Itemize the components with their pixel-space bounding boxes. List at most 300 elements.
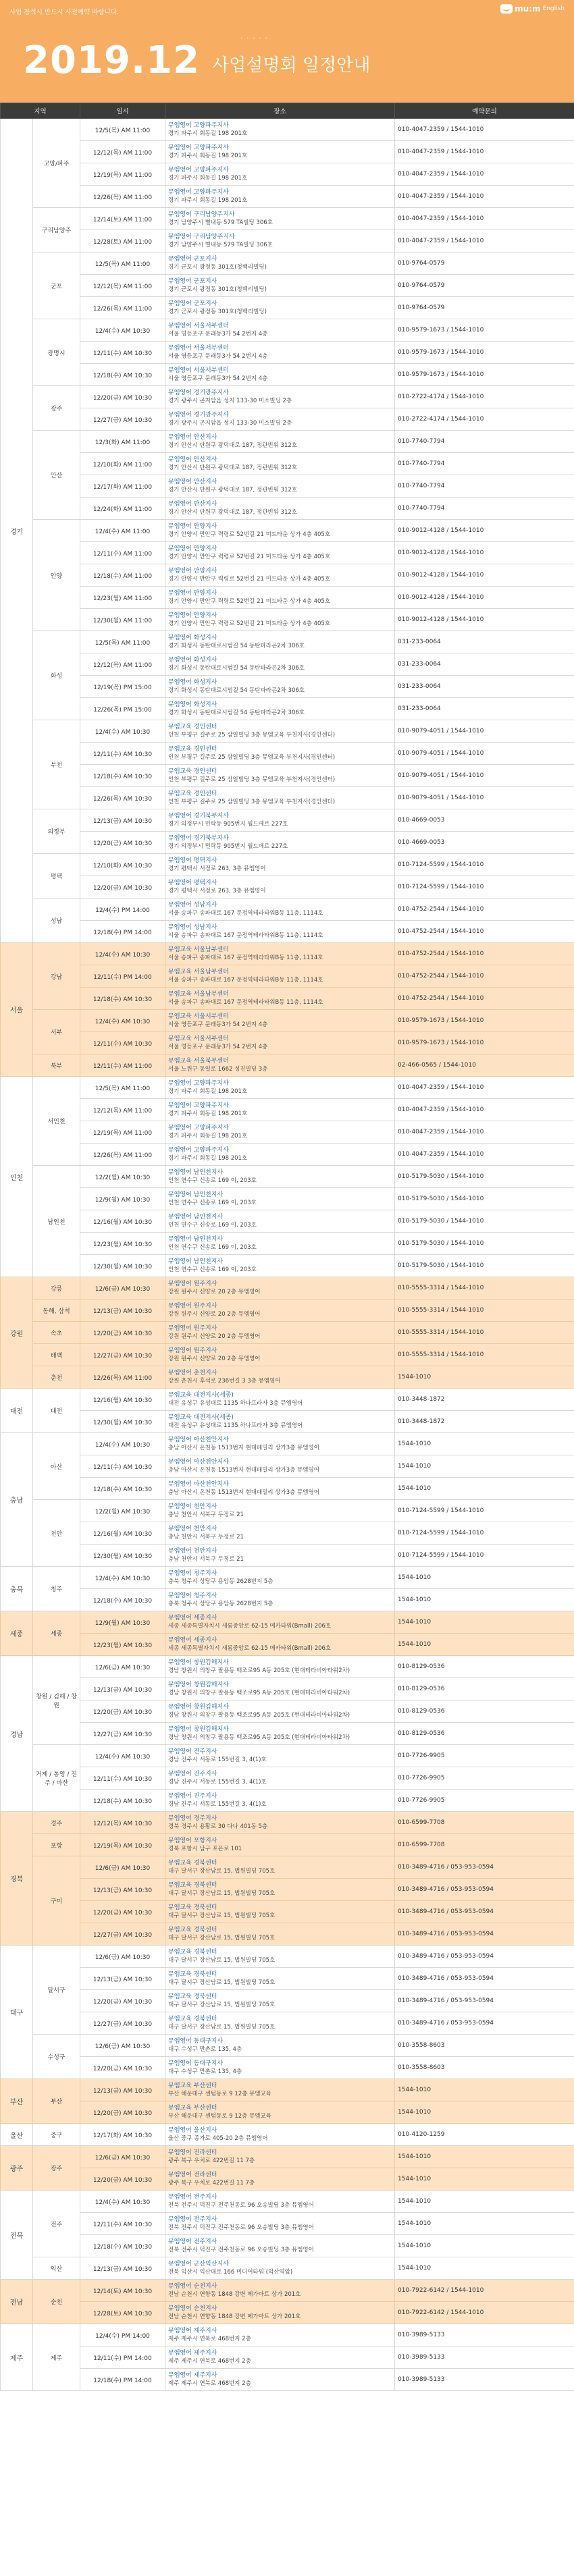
datetime-cell: 12/13(금) AM 10:30: [80, 809, 165, 832]
datetime-cell: 12/23(월) AM 11:00: [80, 587, 165, 609]
table-row: [1, 386, 574, 408]
place-address: 대구 달서구 장산남로 15, 법원빌딩 705호: [168, 2002, 276, 2008]
place-name: 뮤엠영어 서울서부센터: [168, 367, 229, 374]
place-name: 뮤엠영어 구리남양주지사: [168, 234, 235, 240]
datetime-cell: 12/18(수) PM 14:00: [80, 921, 165, 943]
place-cell: [165, 1210, 395, 1233]
place-address: 경기 파주시 회동길 198 201호: [168, 153, 248, 159]
place-name: 뮤엠영어 전라센터: [168, 2149, 217, 2156]
place-name: 뮤엠영어 진주지사: [168, 1748, 217, 1755]
place-cell: [165, 1923, 395, 1946]
datetime-cell: 12/13(금) AM 10:30: [80, 1879, 165, 1901]
table-row: [1, 342, 574, 364]
place-address: 충북 청주시 상당구 용암동 2628번지 5층: [168, 1601, 273, 1607]
place-cell: [165, 1144, 395, 1166]
place-name: 뮤엠영어 화성지사: [168, 657, 217, 664]
place-name: 뮤엠영어 안양지사: [168, 612, 217, 619]
subregion-cell: 포항: [33, 1834, 80, 1856]
place-cell: [165, 698, 395, 720]
contact-cell: 010-4047-2359 / 1544-1010: [395, 1144, 574, 1166]
place-name: 뮤엠교육 대전지사(세종): [168, 1414, 234, 1421]
place-cell: [165, 2302, 395, 2324]
datetime-cell: 12/26(목) AM 11:00: [80, 297, 165, 319]
table-row: [1, 1010, 574, 1032]
place-name: 뮤엠영어 창원김해지사: [168, 1659, 229, 1666]
place-address: 경기 안양시 만안구 력령로 52번길 21 미드타운 상가 4층 405호: [168, 620, 331, 627]
contact-cell: 010-9012-4128 / 1544-1010: [395, 520, 574, 542]
table-row: [1, 1834, 574, 1856]
place-cell: [165, 275, 395, 297]
place-cell: [165, 832, 395, 854]
datetime-cell: 12/11(수) PM 14:00: [80, 965, 165, 988]
place-name: 뮤엠영어 청주지사: [168, 1570, 217, 1577]
place-address: 전남 순천시 연향동 1848 강변 메가마트 상가 201호: [168, 2291, 301, 2298]
table-row: [1, 1678, 574, 1700]
contact-cell: 1544-1010: [395, 2257, 574, 2280]
place-name: 뮤엠영어 고양파주지사: [168, 189, 229, 196]
contact-cell: 010-5179-5030 / 1544-1010: [395, 1255, 574, 1277]
contact-cell: 010-8129-0536: [395, 1723, 574, 1745]
datetime-cell: 12/13(금) AM 10:30: [80, 2257, 165, 2280]
subregion-cell: 구리남양주: [33, 208, 80, 252]
region-cell: 전북: [1, 2191, 33, 2280]
region-group: [1, 1277, 574, 1389]
place-name: 뮤엠영어 아산천안지사: [168, 1459, 229, 1466]
datetime-cell: 12/30(월) AM 11:00: [80, 609, 165, 631]
datetime-cell: 12/17(화) AM 11:00: [80, 475, 165, 498]
place-name: 뮤엠교육 서울남부센터: [168, 991, 229, 998]
place-name: 뮤엠교육 경북센터: [168, 1882, 217, 1889]
table-row: [1, 1968, 574, 1990]
place-address: 인천 연수구 신송로 169 이, 203호: [168, 1177, 257, 1184]
place-name: 뮤엠영어 청주지사: [168, 1592, 217, 1599]
subregion-cell: 아산: [33, 1433, 80, 1500]
place-address: 경기 화성시 동탄대로시범길 54 동탄파라곤2차 306호: [168, 665, 305, 672]
contact-cell: 010-9579-1673 / 1544-1010: [395, 319, 574, 342]
table-row: [1, 275, 574, 297]
place-name: 뮤엠교육 경북센터: [168, 1927, 217, 1933]
table-row: [1, 1611, 574, 1634]
table-row: [1, 1210, 574, 1233]
datetime-cell: 12/26(목) AM 11:00: [80, 186, 165, 208]
table-row: [1, 119, 574, 141]
region-cell: 경남: [1, 1656, 33, 1812]
contact-cell: 010-3448-1872: [395, 1389, 574, 1411]
place-address: 대구 달서구 장산남로 15, 법원빌딩 705호: [168, 1979, 276, 1986]
region-group: [1, 1433, 574, 1567]
place-cell: [165, 2257, 395, 2280]
place-address: 제주 제주시 연북로 468번지 2층: [168, 2380, 251, 2387]
region-group: [1, 1077, 574, 1277]
region-cell: 충남: [1, 1433, 33, 1567]
subregion-cell: 서인천: [33, 1077, 80, 1166]
table-row: [1, 364, 574, 386]
region-cell: 광주: [1, 2146, 33, 2191]
place-address: 경기 파주시 회동길 198 201호: [168, 1155, 248, 1162]
place-address: 경남 진주시 서동로 155번길 3, 4(1)호: [168, 1779, 267, 1786]
place-cell: [165, 2146, 395, 2168]
place-cell: [165, 342, 395, 364]
datetime-cell: 12/26(목) AM 11:00: [80, 1144, 165, 1166]
place-cell: [165, 564, 395, 587]
table-row: [1, 921, 574, 943]
datetime-cell: 12/27(금) AM 10:30: [80, 408, 165, 431]
subregion-cell: 북부: [33, 1054, 80, 1077]
contact-cell: 010-7124-5599 / 1544-1010: [395, 876, 574, 898]
place-address: 경기 파주시 회동길 198 201호: [168, 1088, 248, 1095]
table-row: [1, 1322, 574, 1344]
place-address: 인천 연수구 신송로 169 이, 203호: [168, 1244, 257, 1251]
place-address: 대구 달서구 장산남로 15, 법원빌딩 705호: [168, 1868, 276, 1875]
place-cell: [165, 297, 395, 319]
contact-cell: 1544-1010: [395, 1478, 574, 1500]
subregion-cell: 대전: [33, 1389, 80, 1433]
place-name: 뮤엠영어 안양지사: [168, 590, 217, 597]
contact-cell: 010-3989-5133: [395, 2346, 574, 2369]
table-row: [1, 832, 574, 854]
place-cell: [165, 2369, 395, 2391]
subregion-cell: 태백: [33, 1344, 80, 1366]
table-row: [1, 1901, 574, 1923]
place-name: 뮤엠영어 안산지사: [168, 456, 217, 463]
place-cell: [165, 364, 395, 386]
datetime-cell: 12/4(수) AM 10:30: [80, 1433, 165, 1455]
place-address: 서울 영등포구 문래동3가 54 2번지 4층: [168, 1021, 268, 1028]
datetime-cell: 12/2(월) AM 10:30: [80, 1500, 165, 1522]
place-address: 인천 연수구 신송로 169 이, 203호: [168, 1200, 257, 1206]
place-cell: [165, 1968, 395, 1990]
place-name: 뮤엠영어 천안지사: [168, 1548, 217, 1555]
table-row: [1, 2302, 574, 2324]
contact-cell: 010-4047-2359 / 1544-1010: [395, 119, 574, 141]
col-datetime: 일시: [80, 103, 165, 119]
place-name: 뮤엠영어 군포지사: [168, 278, 217, 285]
contact-cell: 010-4047-2359 / 1544-1010: [395, 1099, 574, 1121]
contact-cell: 010-4047-2359 / 1544-1010: [395, 141, 574, 163]
region-group: [1, 1812, 574, 1946]
region-cell: 제주: [1, 2324, 33, 2391]
place-name: 뮤엠영어 안양지사: [168, 545, 217, 552]
place-cell: [165, 1545, 395, 1567]
place-address: 전북 전주시 덕진구 전주천동로 96 오송빌딩 3층 뮤엠영어: [168, 2247, 314, 2253]
table-row: [1, 2079, 574, 2101]
contact-cell: 010-7726-9905: [395, 1767, 574, 1790]
place-name: 뮤엠영어 안양지사: [168, 568, 217, 574]
table-row: [1, 1767, 574, 1790]
place-address: 경기 화성시 동탄대로시범길 54 동탄파라곤2차 306호: [168, 643, 305, 649]
place-cell: [165, 898, 395, 921]
subregion-cell: 제주: [33, 2324, 80, 2391]
place-name: 뮤엠영어 남인천지사: [168, 1191, 224, 1198]
datetime-cell: 12/19(목) PM 15:00: [80, 676, 165, 698]
datetime-cell: 12/11(수) AM 11:00: [80, 1054, 165, 1077]
place-address: 경기 군포시 광정동 301호(청백리빌딩): [168, 264, 267, 271]
contact-cell: 010-5179-5030 / 1544-1010: [395, 1233, 574, 1255]
place-address: 대구 수성구 만촌로 135, 4층: [168, 2046, 242, 2053]
datetime-cell: 12/19(목) AM 11:00: [80, 163, 165, 186]
region-group: [1, 2079, 574, 2124]
table-row: [1, 1990, 574, 2012]
place-name: 뮤엠교육 부산센터: [168, 2105, 217, 2112]
region-cell: 전남: [1, 2280, 33, 2324]
region-group: [1, 1389, 574, 1433]
place-name: 뮤엠교육 대전지사(세종): [168, 1392, 234, 1399]
contact-cell: 010-9764-0579: [395, 252, 574, 275]
place-name: 뮤엠영어 군포지사: [168, 256, 217, 263]
place-name: 뮤엠영어 창원김해지사: [168, 1704, 229, 1711]
table-row: [1, 2124, 574, 2146]
place-cell: [165, 1901, 395, 1923]
contact-cell: 010-3489-4716 / 053-953-0594: [395, 1901, 574, 1923]
place-cell: [165, 1946, 395, 1968]
place-name: 뮤엠영어 성남지사: [168, 924, 217, 931]
datetime-cell: 12/20(금) AM 10:30: [80, 832, 165, 854]
table-row: [1, 698, 574, 720]
datetime-cell: 12/11(수) AM 10:30: [80, 1455, 165, 1478]
place-address: 대구 달서구 장산남로 15, 법원빌딩 705호: [168, 1912, 276, 1919]
place-cell: [165, 1856, 395, 1879]
table-row: [1, 1077, 574, 1099]
region-group: [1, 2324, 574, 2391]
datetime-cell: 12/6(금) AM 10:30: [80, 1946, 165, 1968]
contact-cell: 1544-1010: [395, 2191, 574, 2213]
place-cell: [165, 1277, 395, 1299]
place-address: 강원 원주시 신양로 20 2층 뮤엠영어: [168, 1289, 261, 1295]
contact-cell: 1544-1010: [395, 1634, 574, 1656]
place-name: 뮤엠영어 전주지사: [168, 2238, 217, 2245]
table-row: [1, 2168, 574, 2191]
table-row: [1, 453, 574, 475]
datetime-cell: 12/13(금) AM 10:30: [80, 1968, 165, 1990]
datetime-cell: 12/4(수) AM 10:30: [80, 943, 165, 965]
place-cell: [165, 2101, 395, 2124]
table-row: [1, 2235, 574, 2257]
table-header: [1, 103, 574, 119]
place-cell: [165, 163, 395, 186]
datetime-cell: 12/4(수) AM 10:30: [80, 1010, 165, 1032]
contact-cell: 010-3989-5133: [395, 2324, 574, 2346]
table-row: [1, 676, 574, 698]
datetime-cell: 12/20(금) AM 10:30: [80, 1990, 165, 2012]
contact-cell: 010-3489-4716 / 053-953-0594: [395, 1990, 574, 2012]
subregion-cell: 춘천: [33, 1366, 80, 1389]
place-cell: [165, 1344, 395, 1366]
datetime-cell: 12/30(월) AM 10:30: [80, 1255, 165, 1277]
place-name: 뮤엠영어 남인천지사: [168, 1169, 224, 1176]
contact-cell: 010-8129-0536: [395, 1700, 574, 1723]
table-row: [1, 431, 574, 453]
subregion-cell: 전주: [33, 2191, 80, 2257]
contact-cell: 031-233-0064: [395, 676, 574, 698]
place-name: 뮤엠영어 원주지사: [168, 1303, 217, 1310]
smile-logo-icon: [500, 4, 513, 14]
page-title: [23, 38, 371, 82]
datetime-cell: 12/18(수) AM 11:00: [80, 564, 165, 587]
contact-cell: 010-3489-4716 / 053-953-0594: [395, 1946, 574, 1968]
place-name: 뮤엠영어 아산천안지사: [168, 1437, 229, 1443]
contact-cell: 010-9079-4051 / 1544-1010: [395, 743, 574, 765]
table-row: [1, 1366, 574, 1389]
datetime-cell: 12/18(수) AM 10:30: [80, 988, 165, 1010]
subregion-cell: 강남: [33, 943, 80, 1010]
region-group: [1, 943, 574, 1077]
place-address: 경기 안양시 만안구 력령로 52번길 21 미드타운 상가 4층 405호: [168, 554, 331, 560]
region-cell: 경기: [1, 119, 33, 943]
place-cell: [165, 1767, 395, 1790]
table-row: [1, 319, 574, 342]
table-row: [1, 141, 574, 163]
col-place: 장소: [165, 103, 395, 119]
datetime-cell: 12/6(금) AM 10:30: [80, 1856, 165, 1879]
datetime-cell: 12/4(수) AM 10:30: [80, 1745, 165, 1767]
place-name: 뮤엠영어 화성지사: [168, 701, 217, 708]
place-address: 부산 해운대구 센텀동로 9 12층 뮤엠교육: [168, 2091, 271, 2097]
place-name: 뮤엠교육 서울남부센터: [168, 946, 229, 953]
table-row: [1, 1121, 574, 1144]
datetime-cell: 12/4(수) AM 10:30: [80, 2191, 165, 2213]
place-address: 인천 연수구 신송로 169 이, 203호: [168, 1222, 257, 1229]
contact-cell: 1544-1010: [395, 2079, 574, 2101]
table-row: [1, 1545, 574, 1567]
place-cell: [165, 2168, 395, 2191]
datetime-cell: 12/18(수) AM 10:30: [80, 2235, 165, 2257]
place-cell: [165, 609, 395, 631]
place-cell: [165, 1522, 395, 1545]
place-name: 뮤엠영어 안산지사: [168, 434, 217, 441]
datetime-cell: 12/27(금) AM 10:30: [80, 2012, 165, 2035]
subregion-cell: 청주: [33, 1567, 80, 1611]
datetime-cell: 12/27(금) AM 10:30: [80, 1344, 165, 1366]
subregion-cell: 광주: [33, 2146, 80, 2191]
place-address: 경기 안양시 만안구 력령로 52번길 21 미드타운 상가 4층 405호: [168, 576, 331, 583]
table-row: [1, 1812, 574, 1834]
place-cell: [165, 141, 395, 163]
subregion-cell: 안산: [33, 431, 80, 520]
place-address: 경남 진주시 서동로 155번길 3, 4(1)호: [168, 1801, 267, 1808]
place-address: 경기 광주시 곤지암읍 성지 133-30 미소빌딩 2층: [168, 398, 292, 404]
place-cell: [165, 1010, 395, 1032]
place-address: 광주 북구 우치로 422번길 11 7층: [168, 2157, 255, 2164]
datetime-cell: 12/4(수) AM 10:30: [80, 1567, 165, 1589]
subregion-cell: 의정부: [33, 809, 80, 854]
contact-cell: 010-9079-4051 / 1544-1010: [395, 787, 574, 809]
place-name: 뮤엠영어 경기광주지사: [168, 390, 229, 396]
place-name: 뮤엠영어 안산지사: [168, 501, 217, 508]
subregion-cell: 강릉: [33, 1277, 80, 1299]
place-address: 경남 창원시 의창구 팔용동 백조로95 A동 205호 (현대테라비아타워2차): [168, 1712, 350, 1719]
datetime-cell: 12/10(화) AM 10:30: [80, 854, 165, 876]
contact-cell: 02-466-0565 / 1544-1010: [395, 1054, 574, 1077]
contact-cell: 010-3489-4716 / 053-953-0594: [395, 1968, 574, 1990]
datetime-cell: 12/24(화) AM 11:00: [80, 498, 165, 520]
place-cell: [165, 2235, 395, 2257]
table-row: [1, 1946, 574, 1968]
place-address: 인천 부평구 길주로 25 삼일빌딩 3층 뮤엠교육 부천지사(경인센터): [168, 732, 336, 739]
table-row: [1, 1567, 574, 1589]
table-row: [1, 1879, 574, 1901]
region-cell: 경북: [1, 1812, 33, 1946]
place-address: 전북 전주시 덕진구 전주천동로 96 오송빌딩 3층 뮤엠영어: [168, 2224, 314, 2231]
place-cell: [165, 2191, 395, 2213]
datetime-cell: 12/17(화) AM 10:30: [80, 2124, 165, 2146]
datetime-cell: 12/6(금) AM 10:30: [80, 2035, 165, 2057]
place-address: 전남 순천시 연향동 1848 강변 메가마트 상가 201호: [168, 2313, 301, 2320]
datetime-cell: 12/12(목) AM 11:00: [80, 653, 165, 676]
region-cell: 서울: [1, 943, 33, 1077]
table-row: [1, 1433, 574, 1455]
place-cell: [165, 809, 395, 832]
region-cell: 대구: [1, 1946, 33, 2079]
datetime-cell: 12/30(월) AM 10:30: [80, 1411, 165, 1433]
place-cell: [165, 208, 395, 230]
place-cell: [165, 230, 395, 252]
place-address: 경기 광주시 곤지암읍 성지 133-30 미소빌딩 2층: [168, 420, 292, 427]
table-row: [1, 653, 574, 676]
logo-sub: English: [542, 5, 565, 12]
table-row: [1, 2257, 574, 2280]
datetime-cell: 12/18(수) AM 10:30: [80, 1790, 165, 1812]
contact-cell: 010-4047-2359 / 1544-1010: [395, 1077, 574, 1099]
contact-cell: 010-4047-2359 / 1544-1010: [395, 186, 574, 208]
place-cell: [165, 653, 395, 676]
place-name: 뮤엠교육 부산센터: [168, 2083, 217, 2089]
contact-cell: 010-7740-7794: [395, 498, 574, 520]
place-address: 인천 부평구 길주로 25 삼일빌딩 3층 뮤엠교육 부천지사(경인센터): [168, 776, 336, 783]
datetime-cell: 12/19(목) AM 10:30: [80, 1834, 165, 1856]
contact-cell: 031-233-0064: [395, 653, 574, 676]
place-name: 뮤엠영어 동대구지사: [168, 2060, 224, 2067]
table-row: [1, 1478, 574, 1500]
contact-cell: 010-7922-6142 / 1544-1010: [395, 2280, 574, 2302]
subregion-cell: 부산: [33, 2079, 80, 2124]
place-address: 경기 파주시 회동길 198 201호: [168, 197, 248, 204]
place-cell: [165, 1879, 395, 1901]
datetime-cell: 12/12(목) AM 10:30: [80, 1812, 165, 1834]
table-row: [1, 1500, 574, 1522]
subregion-cell: 수성구: [33, 2035, 80, 2079]
contact-cell: 010-4047-2359 / 1544-1010: [395, 230, 574, 252]
place-address: 충남 천안시 서북구 두정로 21: [168, 1556, 244, 1563]
datetime-cell: 12/14(토) AM 10:30: [80, 2280, 165, 2302]
subregion-cell: 익산: [33, 2257, 80, 2280]
place-address: 경기 파주시 회동길 198 201호: [168, 1133, 248, 1139]
place-cell: [165, 1812, 395, 1834]
subregion-cell: 천안: [33, 1500, 80, 1567]
place-address: 전북 익산시 익산대로 166 미디어타워 (익산역앞): [168, 2269, 293, 2276]
place-cell: [165, 1188, 395, 1210]
subregion-cell: 중구: [33, 2124, 80, 2146]
place-name: 뮤엠영어 제주지사: [168, 2328, 217, 2334]
place-cell: [165, 1589, 395, 1611]
table-row: [1, 609, 574, 631]
place-cell: [165, 1656, 395, 1678]
subregion-cell: 달서구: [33, 1946, 80, 2035]
contact-cell: 010-3489-4716 / 053-953-0594: [395, 1923, 574, 1946]
place-address: 경기 파주시 회동길 198 201호: [168, 1110, 248, 1117]
place-cell: [165, 319, 395, 342]
place-cell: [165, 1500, 395, 1522]
subregion-cell: 안양: [33, 520, 80, 631]
region-cell: 인천: [1, 1077, 33, 1277]
datetime-cell: 12/20(금) AM 10:30: [80, 876, 165, 898]
contact-cell: 010-4047-2359 / 1544-1010: [395, 163, 574, 186]
region-cell: 대전: [1, 1389, 33, 1433]
region-group: [1, 1611, 574, 1656]
datetime-cell: 12/9(월) AM 10:30: [80, 1611, 165, 1634]
datetime-cell: 12/20(금) AM 10:30: [80, 2168, 165, 2191]
place-name: 뮤엠영어 진주지사: [168, 1793, 217, 1800]
place-address: 인천 부평구 길주로 25 삼일빌딩 3층 뮤엠교육 부천지사(경인센터): [168, 799, 336, 805]
